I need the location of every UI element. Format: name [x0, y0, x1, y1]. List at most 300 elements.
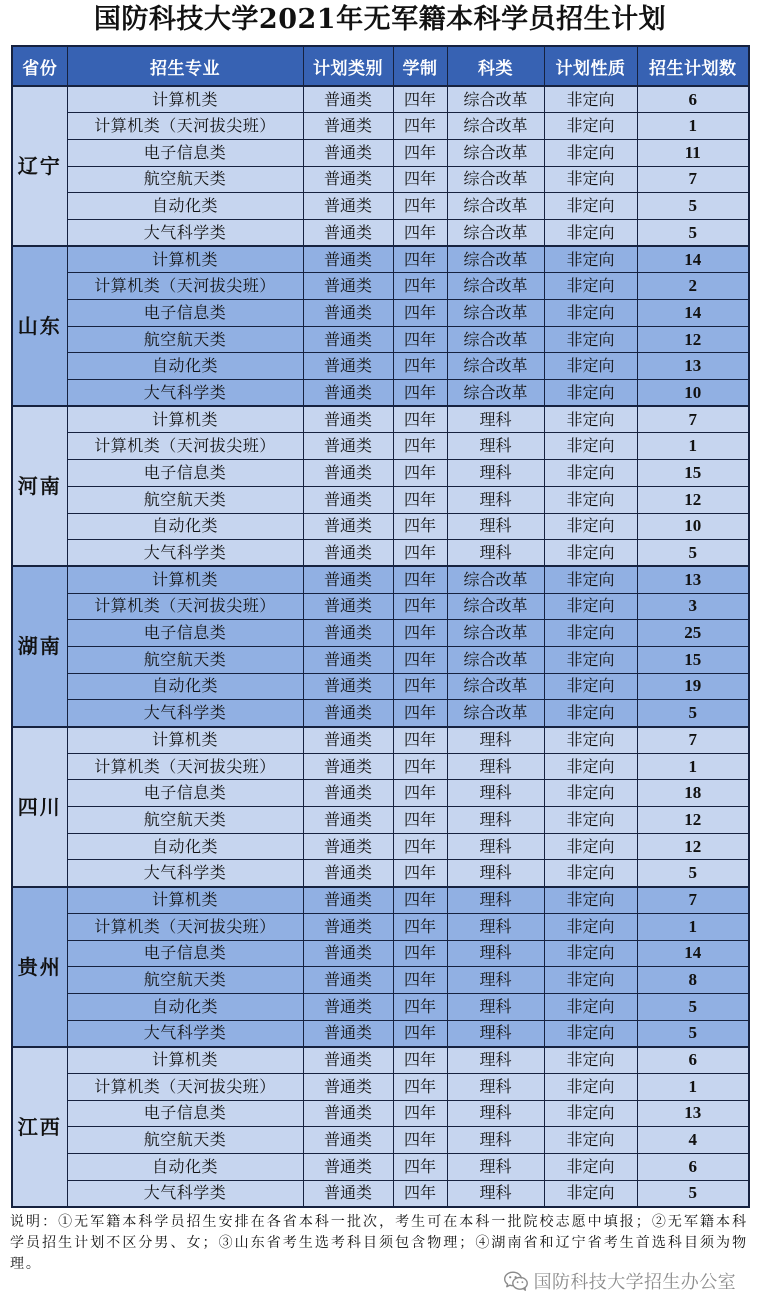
plan-category-cell: 普通类 [303, 753, 393, 780]
notes: 说明：①无军籍本科学员招生安排在各省本科一批次，考生可在本科一批院校志愿中填报；②无军籍本科学员招生计划不区分男、女；③山东省考生选考科目须包含物理；④湖南省和辽宁省考生首选科目须为物理。 [10, 1214, 748, 1272]
plan-category-cell: 普通类 [303, 620, 393, 647]
plan-category-cell: 普通类 [303, 887, 393, 914]
major-cell: 计算机类（天河拔尖班） [67, 593, 303, 620]
quota-cell: 13 [637, 566, 749, 593]
quota-cell: 4 [637, 1127, 749, 1154]
plan-category-cell: 普通类 [303, 1047, 393, 1074]
subject-type-cell: 综合改革 [447, 380, 544, 407]
table-row [12, 887, 749, 914]
plan-category-cell: 普通类 [303, 433, 393, 460]
province-cell: 湖南 [12, 566, 67, 726]
plan-nature-cell: 非定向 [544, 967, 637, 994]
duration-cell: 四年 [393, 300, 447, 327]
header-plan-category: 计划类别 [303, 46, 393, 86]
plan-category-cell: 普通类 [303, 913, 393, 940]
plan-category-cell: 普通类 [303, 219, 393, 246]
major-cell: 航空航天类 [67, 967, 303, 994]
subject-type-cell: 理科 [447, 460, 544, 487]
major-cell: 自动化类 [67, 193, 303, 220]
plan-nature-cell: 非定向 [544, 913, 637, 940]
duration-cell: 四年 [393, 513, 447, 540]
major-cell: 计算机类 [67, 246, 303, 273]
duration-cell: 四年 [393, 727, 447, 754]
table-row [12, 967, 749, 994]
subject-type-cell: 理科 [447, 486, 544, 513]
major-cell: 航空航天类 [67, 326, 303, 353]
major-cell: 计算机类 [67, 86, 303, 113]
plan-nature-cell: 非定向 [544, 833, 637, 860]
plan-category-cell: 普通类 [303, 139, 393, 166]
plan-category-cell: 普通类 [303, 166, 393, 193]
quota-cell: 7 [637, 727, 749, 754]
quota-cell: 18 [637, 780, 749, 807]
subject-type-cell: 理科 [447, 753, 544, 780]
plan-nature-cell: 非定向 [544, 273, 637, 300]
plan-nature-cell: 非定向 [544, 300, 637, 327]
plan-nature-cell: 非定向 [544, 940, 637, 967]
duration-cell: 四年 [393, 540, 447, 567]
major-cell: 电子信息类 [67, 1100, 303, 1127]
duration-cell: 四年 [393, 860, 447, 887]
duration-cell: 四年 [393, 1127, 447, 1154]
quota-cell: 5 [637, 1020, 749, 1047]
plan-nature-cell: 非定向 [544, 326, 637, 353]
table-row [12, 406, 749, 433]
plan-nature-cell: 非定向 [544, 219, 637, 246]
table-row [12, 593, 749, 620]
subject-type-cell: 理科 [447, 406, 544, 433]
major-cell: 大气科学类 [67, 1180, 303, 1207]
subject-type-cell: 理科 [447, 993, 544, 1020]
table-row [12, 753, 749, 780]
plan-nature-cell: 非定向 [544, 86, 637, 113]
major-cell: 计算机类 [67, 1047, 303, 1074]
table-row [12, 1047, 749, 1074]
plan-category-cell: 普通类 [303, 113, 393, 140]
quota-cell: 7 [637, 887, 749, 914]
subject-type-cell: 理科 [447, 807, 544, 834]
table-row [12, 566, 749, 593]
plan-category-cell: 普通类 [303, 353, 393, 380]
duration-cell: 四年 [393, 913, 447, 940]
major-cell: 计算机类（天河拔尖班） [67, 433, 303, 460]
table-row [12, 540, 749, 567]
duration-cell: 四年 [393, 486, 447, 513]
major-cell: 航空航天类 [67, 646, 303, 673]
table-row [12, 246, 749, 273]
plan-category-cell: 普通类 [303, 780, 393, 807]
quota-cell: 13 [637, 1100, 749, 1127]
plan-nature-cell: 非定向 [544, 513, 637, 540]
duration-cell: 四年 [393, 246, 447, 273]
table-row [12, 486, 749, 513]
duration-cell: 四年 [393, 113, 447, 140]
plan-nature-cell: 非定向 [544, 433, 637, 460]
watermark [503, 1269, 736, 1293]
plan-nature-cell: 非定向 [544, 166, 637, 193]
table-row [12, 273, 749, 300]
major-cell: 自动化类 [67, 513, 303, 540]
subject-type-cell: 综合改革 [447, 273, 544, 300]
quota-cell: 5 [637, 219, 749, 246]
plan-category-cell: 普通类 [303, 86, 393, 113]
plan-nature-cell: 非定向 [544, 1154, 637, 1181]
table-row [12, 166, 749, 193]
duration-cell: 四年 [393, 1154, 447, 1181]
subject-type-cell: 综合改革 [447, 139, 544, 166]
quota-cell: 10 [637, 380, 749, 407]
duration-cell: 四年 [393, 219, 447, 246]
table-row [12, 433, 749, 460]
major-cell: 航空航天类 [67, 166, 303, 193]
enrollment-plan-table [11, 45, 750, 1208]
plan-nature-cell: 非定向 [544, 1073, 637, 1100]
table-row [12, 380, 749, 407]
header-major: 招生专业 [67, 46, 303, 86]
plan-nature-cell: 非定向 [544, 753, 637, 780]
plan-category-cell: 普通类 [303, 727, 393, 754]
major-cell: 大气科学类 [67, 540, 303, 567]
plan-nature-cell: 非定向 [544, 646, 637, 673]
table-row [12, 353, 749, 380]
quota-cell: 8 [637, 967, 749, 994]
province-cell: 河南 [12, 406, 67, 566]
header-duration: 学制 [393, 46, 447, 86]
table-row [12, 1127, 749, 1154]
subject-type-cell: 综合改革 [447, 620, 544, 647]
duration-cell: 四年 [393, 993, 447, 1020]
subject-type-cell: 理科 [447, 1100, 544, 1127]
duration-cell: 四年 [393, 433, 447, 460]
duration-cell: 四年 [393, 646, 447, 673]
duration-cell: 四年 [393, 166, 447, 193]
duration-cell: 四年 [393, 620, 447, 647]
major-cell: 计算机类（天河拔尖班） [67, 273, 303, 300]
plan-nature-cell: 非定向 [544, 593, 637, 620]
major-cell: 自动化类 [67, 993, 303, 1020]
plan-category-cell: 普通类 [303, 300, 393, 327]
major-cell: 计算机类 [67, 727, 303, 754]
duration-cell: 四年 [393, 353, 447, 380]
page-title: 国防科技大学2021年无军籍本科学员招生计划 [93, 4, 667, 35]
duration-cell: 四年 [393, 833, 447, 860]
plan-category-cell: 普通类 [303, 380, 393, 407]
plan-nature-cell: 非定向 [544, 1100, 637, 1127]
quota-cell: 12 [637, 326, 749, 353]
table-row [12, 1154, 749, 1181]
table-row [12, 219, 749, 246]
subject-type-cell: 理科 [447, 780, 544, 807]
plan-category-cell: 普通类 [303, 593, 393, 620]
subject-type-cell: 综合改革 [447, 166, 544, 193]
subject-type-cell: 综合改革 [447, 353, 544, 380]
subject-type-cell: 理科 [447, 1073, 544, 1100]
major-cell: 计算机类（天河拔尖班） [67, 113, 303, 140]
table-row [12, 833, 749, 860]
table-row [12, 620, 749, 647]
table-row [12, 113, 749, 140]
major-cell: 航空航天类 [67, 807, 303, 834]
table-row [12, 993, 749, 1020]
quota-cell: 7 [637, 166, 749, 193]
quota-cell: 14 [637, 300, 749, 327]
duration-cell: 四年 [393, 460, 447, 487]
plan-category-cell: 普通类 [303, 673, 393, 700]
plan-nature-cell: 非定向 [544, 700, 637, 727]
duration-cell: 四年 [393, 1020, 447, 1047]
major-cell: 航空航天类 [67, 1127, 303, 1154]
table-row [12, 86, 749, 113]
plan-nature-cell: 非定向 [544, 406, 637, 433]
quota-cell: 2 [637, 273, 749, 300]
plan-nature-cell: 非定向 [544, 113, 637, 140]
table-row [12, 1020, 749, 1047]
major-cell: 大气科学类 [67, 860, 303, 887]
quota-cell: 1 [637, 433, 749, 460]
duration-cell: 四年 [393, 406, 447, 433]
plan-category-cell: 普通类 [303, 513, 393, 540]
subject-type-cell: 理科 [447, 833, 544, 860]
quota-cell: 1 [637, 1073, 749, 1100]
table-row [12, 700, 749, 727]
table-header [12, 46, 749, 86]
major-cell: 自动化类 [67, 1154, 303, 1181]
plan-category-cell: 普通类 [303, 1154, 393, 1181]
plan-nature-cell: 非定向 [544, 353, 637, 380]
subject-type-cell: 理科 [447, 1127, 544, 1154]
table-row [12, 139, 749, 166]
plan-category-cell: 普通类 [303, 193, 393, 220]
plan-category-cell: 普通类 [303, 486, 393, 513]
quota-cell: 1 [637, 913, 749, 940]
plan-category-cell: 普通类 [303, 540, 393, 567]
plan-nature-cell: 非定向 [544, 540, 637, 567]
major-cell: 自动化类 [67, 673, 303, 700]
duration-cell: 四年 [393, 753, 447, 780]
plan-nature-cell: 非定向 [544, 780, 637, 807]
duration-cell: 四年 [393, 193, 447, 220]
duration-cell: 四年 [393, 780, 447, 807]
subject-type-cell: 理科 [447, 727, 544, 754]
plan-category-cell: 普通类 [303, 1127, 393, 1154]
header-province: 省份 [12, 46, 67, 86]
quota-cell: 6 [637, 1047, 749, 1074]
major-cell: 电子信息类 [67, 460, 303, 487]
header-quota: 招生计划数 [637, 46, 749, 86]
duration-cell: 四年 [393, 593, 447, 620]
duration-cell: 四年 [393, 673, 447, 700]
plan-category-cell: 普通类 [303, 246, 393, 273]
major-cell: 航空航天类 [67, 486, 303, 513]
major-cell: 计算机类（天河拔尖班） [67, 913, 303, 940]
plan-nature-cell: 非定向 [544, 1047, 637, 1074]
quota-cell: 1 [637, 113, 749, 140]
quota-cell: 13 [637, 353, 749, 380]
plan-category-cell: 普通类 [303, 1020, 393, 1047]
plan-nature-cell: 非定向 [544, 673, 637, 700]
quota-cell: 6 [637, 86, 749, 113]
major-cell: 自动化类 [67, 353, 303, 380]
quota-cell: 7 [637, 406, 749, 433]
plan-category-cell: 普通类 [303, 566, 393, 593]
subject-type-cell: 综合改革 [447, 700, 544, 727]
subject-type-cell: 理科 [447, 860, 544, 887]
table-row [12, 646, 749, 673]
subject-type-cell: 理科 [447, 940, 544, 967]
quota-cell: 14 [637, 940, 749, 967]
plan-category-cell: 普通类 [303, 860, 393, 887]
major-cell: 电子信息类 [67, 620, 303, 647]
province-cell: 四川 [12, 727, 67, 887]
plan-nature-cell: 非定向 [544, 246, 637, 273]
watermark-text: 国防科技大学招生办公室 [533, 1272, 736, 1293]
header-plan-nature: 计划性质 [544, 46, 637, 86]
subject-type-cell: 综合改革 [447, 113, 544, 140]
header-row [12, 46, 749, 86]
province-cell: 山东 [12, 246, 67, 406]
plan-category-cell: 普通类 [303, 700, 393, 727]
quota-cell: 5 [637, 700, 749, 727]
plan-nature-cell: 非定向 [544, 807, 637, 834]
quota-cell: 5 [637, 860, 749, 887]
major-cell: 大气科学类 [67, 1020, 303, 1047]
table-row [12, 807, 749, 834]
plan-category-cell: 普通类 [303, 273, 393, 300]
major-cell: 电子信息类 [67, 139, 303, 166]
plan-category-cell: 普通类 [303, 940, 393, 967]
subject-type-cell: 理科 [447, 1047, 544, 1074]
plan-category-cell: 普通类 [303, 1073, 393, 1100]
subject-type-cell: 综合改革 [447, 326, 544, 353]
quota-cell: 19 [637, 673, 749, 700]
duration-cell: 四年 [393, 940, 447, 967]
plan-category-cell: 普通类 [303, 993, 393, 1020]
table-row [12, 860, 749, 887]
plan-nature-cell: 非定向 [544, 887, 637, 914]
plan-nature-cell: 非定向 [544, 139, 637, 166]
plan-nature-cell: 非定向 [544, 1020, 637, 1047]
table-row [12, 913, 749, 940]
plan-category-cell: 普通类 [303, 326, 393, 353]
major-cell: 大气科学类 [67, 380, 303, 407]
plan-category-cell: 普通类 [303, 1180, 393, 1207]
subject-type-cell: 综合改革 [447, 566, 544, 593]
subject-type-cell: 理科 [447, 887, 544, 914]
subject-type-cell: 综合改革 [447, 193, 544, 220]
table-row [12, 460, 749, 487]
quota-cell: 3 [637, 593, 749, 620]
plan-nature-cell: 非定向 [544, 727, 637, 754]
subject-type-cell: 理科 [447, 1154, 544, 1181]
major-cell: 计算机类（天河拔尖班） [67, 753, 303, 780]
plan-category-cell: 普通类 [303, 460, 393, 487]
quota-cell: 10 [637, 513, 749, 540]
table-row [12, 513, 749, 540]
plan-category-cell: 普通类 [303, 833, 393, 860]
subject-type-cell: 理科 [447, 540, 544, 567]
duration-cell: 四年 [393, 326, 447, 353]
wechat-icon [503, 1270, 529, 1292]
duration-cell: 四年 [393, 139, 447, 166]
duration-cell: 四年 [393, 566, 447, 593]
duration-cell: 四年 [393, 380, 447, 407]
major-cell: 计算机类（天河拔尖班） [67, 1073, 303, 1100]
quota-cell: 6 [637, 1154, 749, 1181]
plan-category-cell: 普通类 [303, 1100, 393, 1127]
table-row [12, 1073, 749, 1100]
major-cell: 大气科学类 [67, 700, 303, 727]
table-row [12, 193, 749, 220]
plan-table-body [12, 86, 749, 1207]
subject-type-cell: 综合改革 [447, 246, 544, 273]
major-cell: 自动化类 [67, 833, 303, 860]
header-subject-type: 科类 [447, 46, 544, 86]
major-cell: 电子信息类 [67, 300, 303, 327]
quota-cell: 15 [637, 460, 749, 487]
duration-cell: 四年 [393, 1100, 447, 1127]
subject-type-cell: 理科 [447, 967, 544, 994]
major-cell: 大气科学类 [67, 219, 303, 246]
quota-cell: 5 [637, 540, 749, 567]
plan-nature-cell: 非定向 [544, 380, 637, 407]
quota-cell: 25 [637, 620, 749, 647]
plan-nature-cell: 非定向 [544, 566, 637, 593]
quota-cell: 14 [637, 246, 749, 273]
duration-cell: 四年 [393, 700, 447, 727]
table-row [12, 673, 749, 700]
table-row [12, 780, 749, 807]
quota-cell: 5 [637, 193, 749, 220]
subject-type-cell: 综合改革 [447, 646, 544, 673]
plan-nature-cell: 非定向 [544, 486, 637, 513]
subject-type-cell: 综合改革 [447, 300, 544, 327]
duration-cell: 四年 [393, 1047, 447, 1074]
duration-cell: 四年 [393, 887, 447, 914]
province-cell: 贵州 [12, 887, 67, 1047]
table-row [12, 940, 749, 967]
subject-type-cell: 理科 [447, 433, 544, 460]
province-cell: 江西 [12, 1047, 67, 1207]
quota-cell: 5 [637, 993, 749, 1020]
subject-type-cell: 综合改革 [447, 86, 544, 113]
plan-category-cell: 普通类 [303, 807, 393, 834]
duration-cell: 四年 [393, 1180, 447, 1207]
plan-category-cell: 普通类 [303, 967, 393, 994]
subject-type-cell: 综合改革 [447, 673, 544, 700]
plan-nature-cell: 非定向 [544, 1180, 637, 1207]
duration-cell: 四年 [393, 807, 447, 834]
province-cell: 辽宁 [12, 86, 67, 246]
quota-cell: 12 [637, 833, 749, 860]
table-row [12, 1100, 749, 1127]
duration-cell: 四年 [393, 86, 447, 113]
major-cell: 计算机类 [67, 566, 303, 593]
quota-cell: 12 [637, 807, 749, 834]
quota-cell: 1 [637, 753, 749, 780]
subject-type-cell: 理科 [447, 1020, 544, 1047]
quota-cell: 15 [637, 646, 749, 673]
plan-category-cell: 普通类 [303, 406, 393, 433]
plan-nature-cell: 非定向 [544, 993, 637, 1020]
major-cell: 电子信息类 [67, 780, 303, 807]
plan-category-cell: 普通类 [303, 646, 393, 673]
major-cell: 电子信息类 [67, 940, 303, 967]
subject-type-cell: 理科 [447, 1180, 544, 1207]
quota-cell: 12 [637, 486, 749, 513]
table-row [12, 300, 749, 327]
quota-cell: 11 [637, 139, 749, 166]
major-cell: 计算机类 [67, 887, 303, 914]
